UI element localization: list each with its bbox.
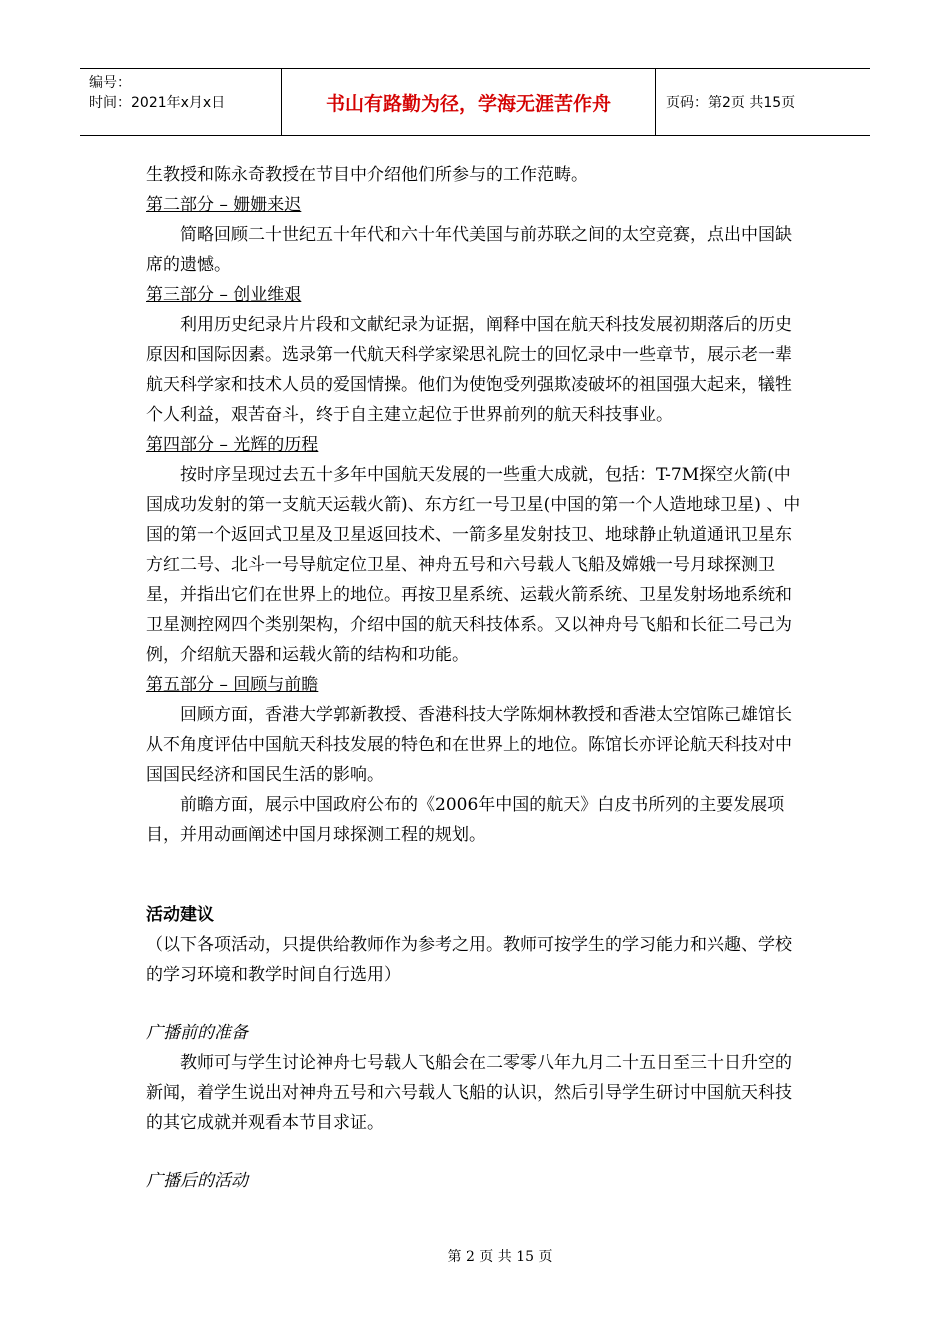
activity-heading: 活动建议 (146, 905, 214, 925)
header-motto-cell (281, 69, 656, 135)
header-page-cell (656, 69, 870, 135)
document-body (146, 160, 806, 1196)
page-footer (0, 1246, 950, 1266)
section-5-paragraph-1: 回顾方面，香港大学郭新教授、香港科技大学陈炯林教授和香港太空馆陈己雄馆长从不角度评估中国航天科技发展的特色和在世界上的地位。陈馆长亦评论航天科技对中国国民经济和国民生活的影响。 (146, 705, 792, 785)
pre-broadcast-heading: 广播前的准备 (146, 1023, 248, 1043)
pre-broadcast-paragraph: 教师可与学生讨论神舟七号载人飞船会在二零零八年九月二十五日至三十日升空的新闻，着学生说出对神舟五号和六号载人飞船的认识，然后引导学生研讨中国航天科技的其它成就并观看本节目求证。 (146, 1053, 792, 1133)
spacer (146, 1138, 806, 1166)
section-2-title: 第二部分 – 姗姗来迟 (146, 195, 302, 215)
page-header (80, 68, 870, 136)
header-info-cell (80, 69, 281, 135)
section-5-title: 第五部分 – 回顾与前瞻 (146, 675, 319, 695)
activity-note: （以下各项活动，只提供给教师作为参考之用。教师可按学生的学习能力和兴趣、学校的学习环境和教学时间自行选用） (146, 935, 792, 985)
section-4-title: 第四部分 – 光辉的历程 (146, 435, 319, 455)
post-broadcast-heading: 广播后的活动 (146, 1171, 248, 1191)
section-5-paragraph-2: 前瞻方面，展示中国政府公布的《2006年中国的航天》白皮书所列的主要发展项目，并用动画阐述中国月球探测工程的规划。 (146, 795, 785, 845)
section-4-paragraph: 按时序呈现过去五十多年中国航天发展的一些重大成就，包括：T-7M探空火箭(中国成功发射的第一支航天运载火箭)、东方红一号卫星(中国的第一个人造地球卫星) 、中国的第一个返回式卫星及卫星返回技术、一箭多星发射技卫、地球静止轨道通讯卫星东方红二号、北斗一号导航定位卫星、神舟五号和六号载人飞船及嫦娥一号月球探测卫星，并指出它们在世界上的地位。再按卫星系统、运载火箭系统、卫星发射场地系统和卫星测控网四个类别架构，介绍中国的航天科技体系。又以神舟号飞船和长征二号己为例，介绍航天器和运载火箭的结构和功能。 (146, 465, 801, 665)
intro-continuation: 生教授和陈永奇教授在节目中介绍他们所参与的工作范畴。 (146, 165, 588, 185)
document-date: 时间：2021年x月x日 (89, 95, 226, 111)
footer-page-number: 第 2 页 共 15 页 (447, 1249, 553, 1265)
spacer (146, 990, 806, 1018)
section-3-title: 第三部分 – 创业维艰 (146, 285, 302, 305)
section-2-paragraph: 简略回顾二十世纪五十年代和六十年代美国与前苏联之间的太空竞赛，点出中国缺席的遗憾。 (146, 225, 792, 275)
header-motto: 书山有路勤为径，学海无涯苦作舟 (325, 92, 611, 115)
section-3-paragraph: 利用历史纪录片片段和文献纪录为证据，阐释中国在航天科技发展初期落后的历史原因和国际因素。选录第一代航天科学家梁思礼院士的回忆录中一些章节，展示老一辈航天科学家和技术人员的爱国情操。他们为使饱受列强欺凌破坏的祖国强大起来，犠牲个人利益，艰苦奋斗，终于自主建立起位于世界前列的航天科技事业。 (146, 315, 792, 425)
header-page-info: 页码：第2页 共15页 (666, 95, 796, 111)
document-number-label: 编号： (89, 75, 131, 91)
spacer (146, 850, 806, 900)
